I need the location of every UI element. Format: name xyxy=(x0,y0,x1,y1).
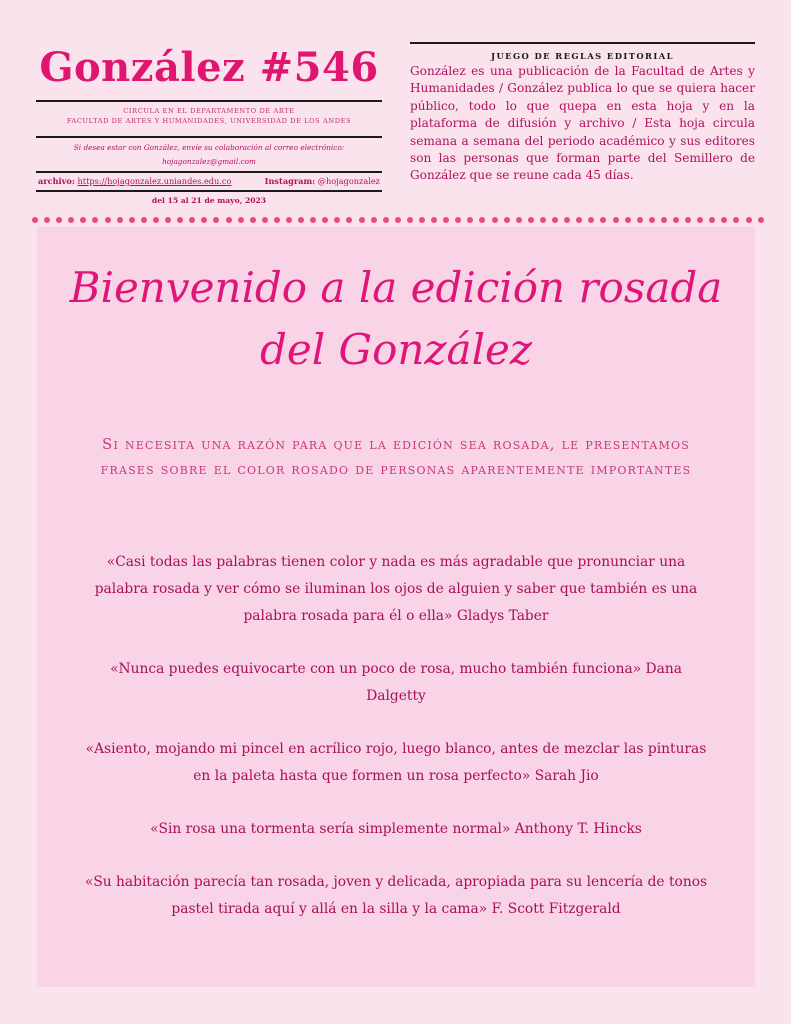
separator-dot xyxy=(733,217,739,223)
separator-dot xyxy=(383,217,389,223)
publication-title: González #546 xyxy=(39,44,379,91)
separator-dot xyxy=(129,217,135,223)
separator-dot xyxy=(625,217,631,223)
separator-dot xyxy=(92,217,98,223)
main-panel xyxy=(37,227,755,987)
separator-dot xyxy=(661,217,667,223)
circulation-line: FACULTAD DE ARTES Y HUMANIDADES, UNIVERSIDAD DE LOS ANDES xyxy=(66,117,352,125)
separator-dot xyxy=(479,217,485,223)
separator-dot xyxy=(613,217,619,223)
quote-author: Anthony T. Hincks xyxy=(514,821,642,837)
separator-dot xyxy=(419,217,425,223)
links-row xyxy=(36,173,382,190)
instagram-link-group xyxy=(265,175,380,187)
separator-dot xyxy=(673,217,679,223)
archive-label: archivo: xyxy=(38,176,75,186)
quote-author: F. Scott Fitzgerald xyxy=(491,901,621,917)
separator-dot xyxy=(395,217,401,223)
separator-dot xyxy=(709,217,715,223)
separator-dot xyxy=(552,217,558,223)
separator-dot xyxy=(310,217,316,223)
separator-dot xyxy=(177,217,183,223)
quote-text: «Sin rosa una tormenta sería simplemente normal» xyxy=(150,821,511,837)
separator-dot xyxy=(528,217,534,223)
separator-dot xyxy=(443,217,449,223)
separator-dot xyxy=(334,217,340,223)
dotted-separator xyxy=(32,214,764,226)
separator-dot xyxy=(274,217,280,223)
contact-email[interactable]: hojagonzalez@gmail.com xyxy=(162,157,256,166)
contact-text: Si desea estar con González, envíe su colaboración al correo electrónico: xyxy=(73,143,345,152)
separator-dot xyxy=(286,217,292,223)
separator-dot xyxy=(153,217,159,223)
editorial-rules xyxy=(410,42,755,185)
separator-dot xyxy=(226,217,232,223)
quote xyxy=(83,656,709,710)
separator-dot xyxy=(371,217,377,223)
quote xyxy=(83,736,709,790)
separator-dot xyxy=(213,217,219,223)
editorial-rules-heading: JUEGO DE REGLAS EDITORIAL xyxy=(491,51,674,61)
separator-dot xyxy=(540,217,546,223)
quote-text: «Asiento, mojando mi pincel en acrílico rojo, luego blanco, antes de mezclar las pinturas en la paleta hasta que formen un rosa perfecto» xyxy=(85,741,707,784)
separator-dot xyxy=(564,217,570,223)
separator-dot xyxy=(250,217,256,223)
headline-line: Bienvenido a la edición rosada xyxy=(69,263,723,312)
separator-dot xyxy=(105,217,111,223)
circulation-line: CIRCULA EN EL DEPARTAMENTO DE ARTE xyxy=(123,107,295,115)
separator-dot xyxy=(56,217,62,223)
subheading: Si necesita una razón para que la edición sea rosada, le presentamos frases sobre el color rosado de personas aparentemente importantes xyxy=(100,435,692,478)
headline xyxy=(37,257,755,381)
instagram-handle[interactable]: @hojagonzalez xyxy=(317,176,380,186)
separator-dot xyxy=(80,217,86,223)
separator-dot xyxy=(588,217,594,223)
separator-dot xyxy=(407,217,413,223)
separator-dot xyxy=(637,217,643,223)
separator-dot xyxy=(431,217,437,223)
separator-dot xyxy=(600,217,606,223)
separator-dot xyxy=(117,217,123,223)
separator-dot xyxy=(697,217,703,223)
separator-dot xyxy=(189,217,195,223)
archive-link-group xyxy=(38,175,231,187)
separator-dot xyxy=(298,217,304,223)
separator-dot xyxy=(165,217,171,223)
quote xyxy=(83,816,709,843)
quote xyxy=(83,869,709,923)
separator-dot xyxy=(322,217,328,223)
separator-dot xyxy=(685,217,691,223)
separator-dot xyxy=(576,217,582,223)
separator-dot xyxy=(238,217,244,223)
separator-dot xyxy=(455,217,461,223)
headline-line: del González xyxy=(260,325,532,374)
separator-dot xyxy=(262,217,268,223)
quote-text: «Su habitación parecía tan rosada, joven y delicada, apropiada para su lencería de tonos pastel tirada aquí y allá en la silla y la cama» xyxy=(84,874,708,917)
separator-dot xyxy=(32,217,38,223)
archive-link[interactable]: https://hojagonzalez.uniandes.edu.co xyxy=(77,176,232,186)
quote xyxy=(83,549,709,630)
separator-dot xyxy=(346,217,352,223)
instagram-label: Instagram: xyxy=(264,176,316,186)
separator-dot xyxy=(201,217,207,223)
separator-dot xyxy=(758,217,764,223)
quote-text: «Nunca puedes equivocarte con un poco de rosa, mucho también funciona» xyxy=(110,661,642,677)
separator-dot xyxy=(359,217,365,223)
separator-dot xyxy=(649,217,655,223)
separator-dot xyxy=(516,217,522,223)
masthead xyxy=(36,40,382,205)
quote-author: Dana Dalgetty xyxy=(366,661,682,704)
separator-dot xyxy=(44,217,50,223)
separator-dot xyxy=(492,217,498,223)
contact-info xyxy=(36,138,382,171)
quotes-list xyxy=(83,549,709,949)
editorial-rules-text: González es una publicación de la Facultad de Artes y Humanidades / González publica lo que se quiera hacer público, todo lo que quepa en esta hoja y en la plataforma de difusión y archivo / Esta hoja circula semana a semana del periodo académico y sus editores son las personas que forman parte del Semillero de González que se reune cada 45 días. xyxy=(410,64,755,183)
separator-dot xyxy=(467,217,473,223)
separator-dot xyxy=(504,217,510,223)
circulation-info xyxy=(36,102,382,136)
separator-dot xyxy=(721,217,727,223)
quote-author: Gladys Taber xyxy=(456,608,549,624)
quote-author: Sarah Jio xyxy=(534,768,599,784)
separator-dot xyxy=(68,217,74,223)
quote-text: «Casi todas las palabras tienen color y nada es más agradable que pronunciar una palabra rosada y ver cómo se iluminan los ojos de alguien y saber que también es una palabra rosada para él o ella» xyxy=(94,554,698,624)
separator-dot xyxy=(746,217,752,223)
separator-dot xyxy=(141,217,147,223)
issue-date: del 15 al 21 de mayo, 2023 xyxy=(151,196,267,205)
